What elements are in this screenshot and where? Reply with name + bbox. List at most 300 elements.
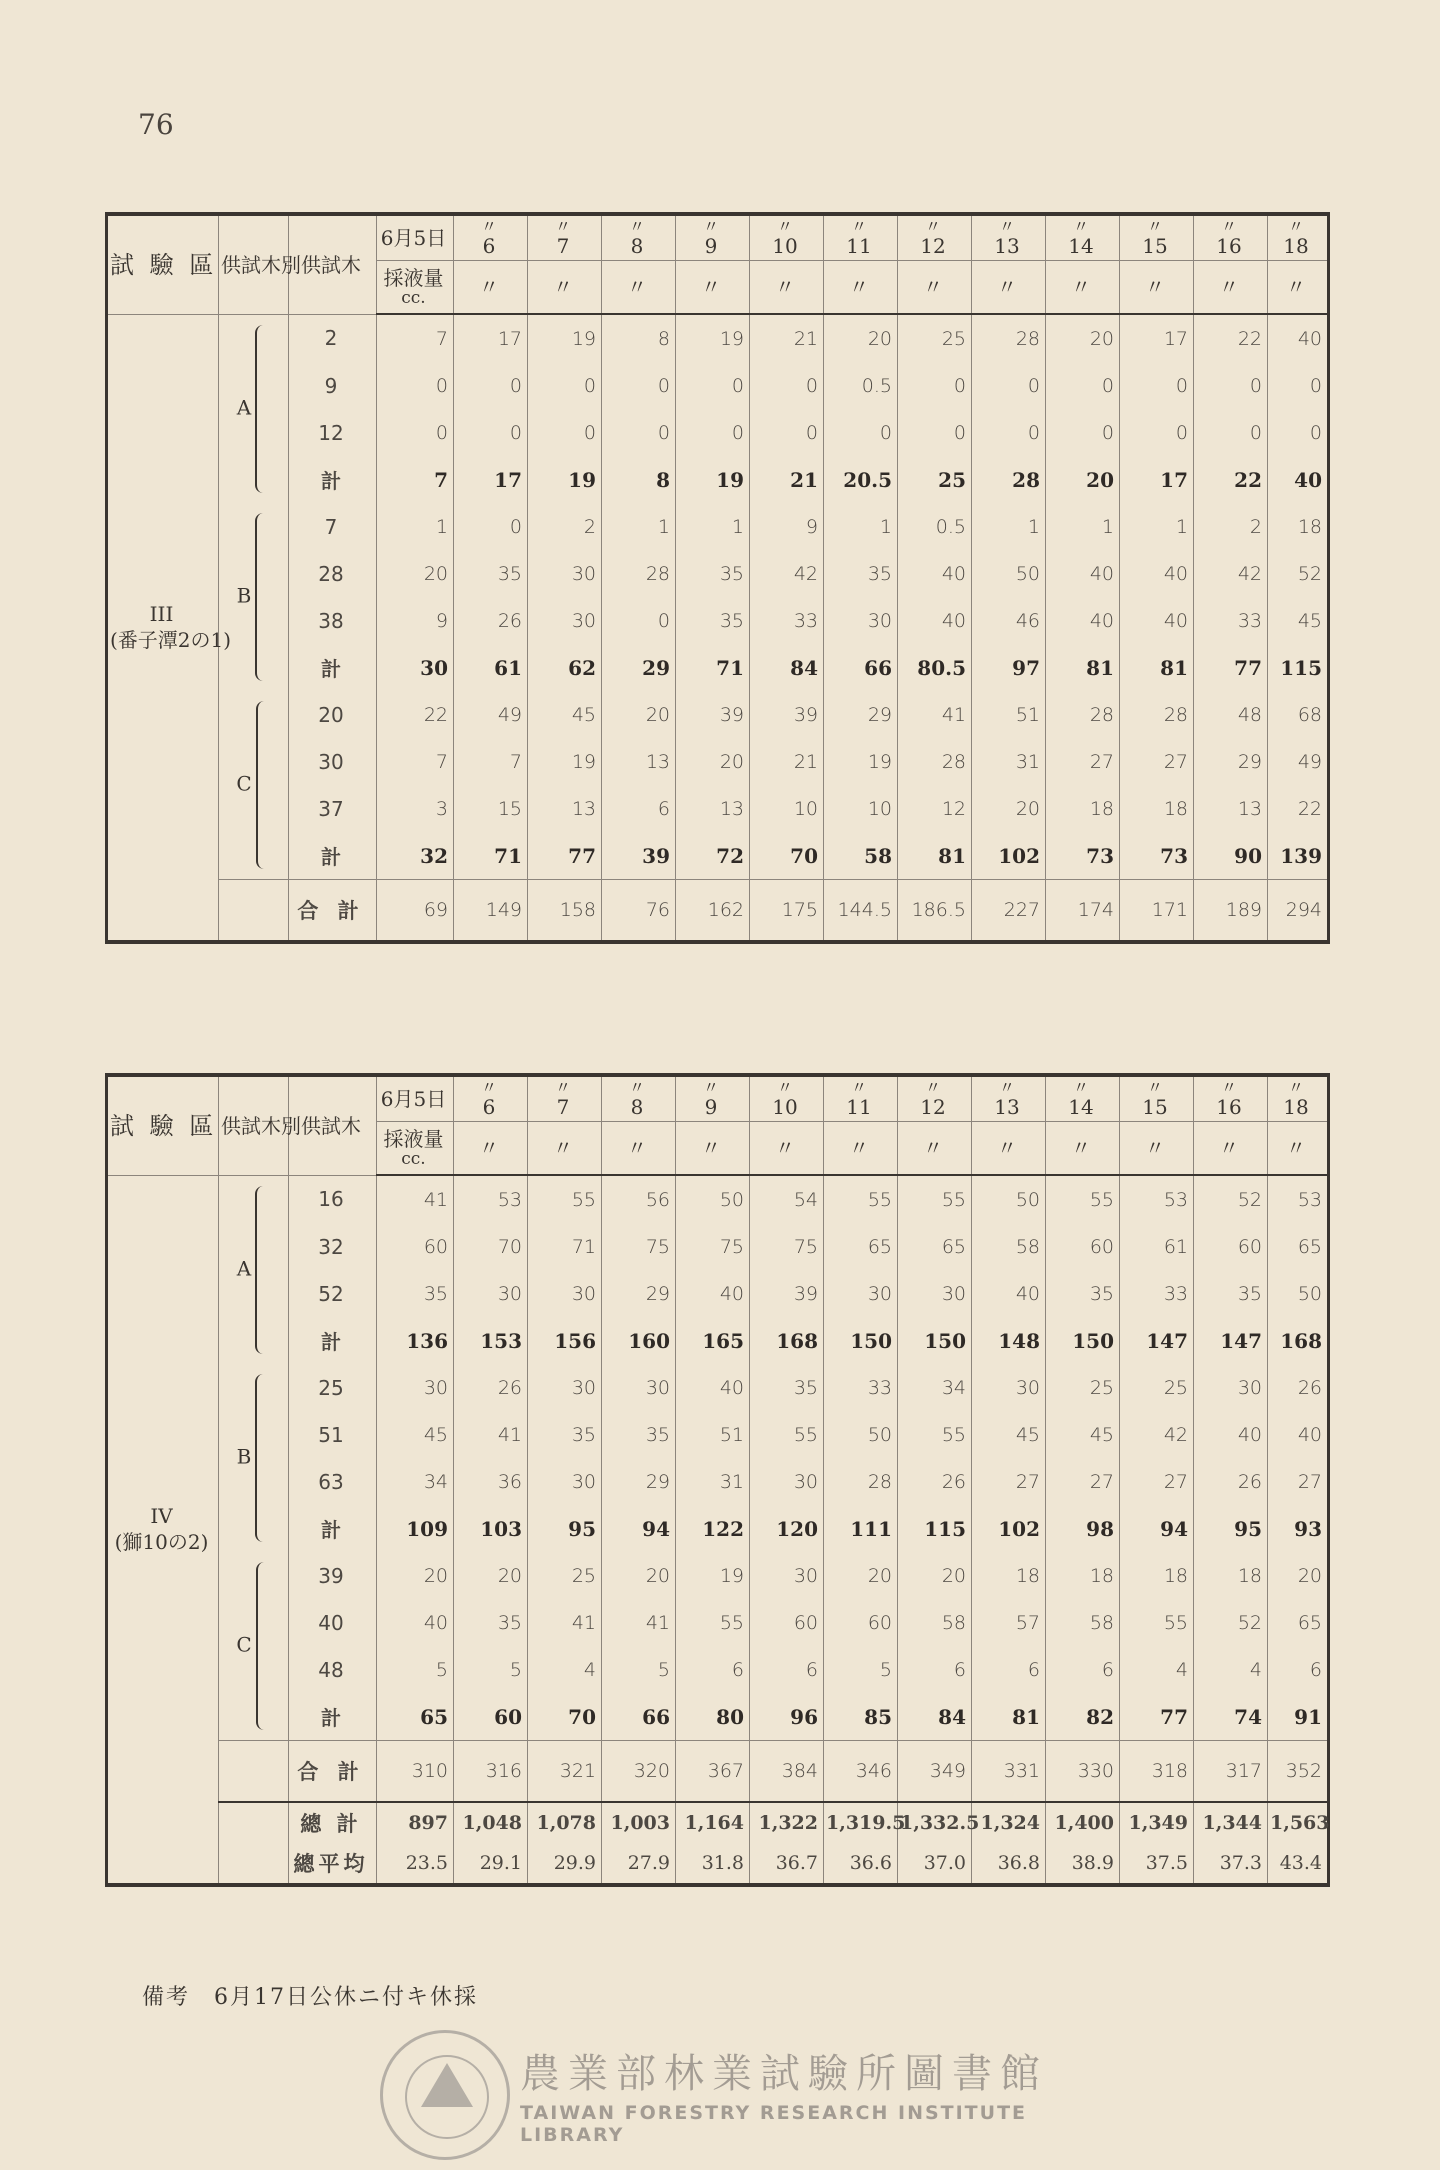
value-cell: 30	[750, 1458, 824, 1505]
value-cell: 26	[898, 1458, 972, 1505]
value-cell: 12	[898, 785, 972, 832]
value-cell: 139	[1268, 832, 1329, 880]
value-cell: 156	[528, 1317, 602, 1364]
ditto-mark: 〃	[1146, 217, 1163, 236]
value-cell: 317	[1194, 1741, 1268, 1803]
value-cell: 71	[528, 1223, 602, 1270]
unit-sub: cc.	[401, 288, 426, 308]
ditto-mark: 〃	[1287, 217, 1304, 236]
sap-yield-table-area-4	[105, 1073, 1330, 1887]
value-cell: 94	[602, 1505, 676, 1552]
value-cell: 27	[1046, 1458, 1120, 1505]
value-cell: 19	[528, 314, 602, 362]
table-row	[107, 1364, 1329, 1411]
date-day: 16	[1216, 1095, 1242, 1119]
total-row	[107, 1741, 1329, 1803]
value-cell: 36	[454, 1458, 528, 1505]
date-day: 15	[1142, 1095, 1168, 1119]
value-cell: 115	[1268, 644, 1329, 691]
value-cell: 60	[1194, 1223, 1268, 1270]
ditto-mark: 〃	[776, 217, 793, 236]
table-row	[107, 409, 1329, 456]
ditto-unit: 〃	[1194, 1122, 1268, 1176]
group-cell	[219, 503, 289, 691]
table-row	[107, 1411, 1329, 1458]
value-cell: 65	[898, 1223, 972, 1270]
value-cell: 55	[676, 1599, 750, 1646]
value-cell: 45	[1268, 597, 1329, 644]
tree-id: 計	[289, 1693, 377, 1741]
sap-yield-table-area-3	[105, 212, 1330, 944]
header-date	[898, 1075, 972, 1122]
value-cell: 6	[1268, 1646, 1329, 1693]
value-cell: 73	[1046, 832, 1120, 880]
ditto-unit: 〃	[676, 261, 750, 315]
value-cell: 19	[528, 456, 602, 503]
value-cell: 28	[972, 456, 1046, 503]
value-cell: 85	[824, 1693, 898, 1741]
ditto-mark: 〃	[554, 1078, 571, 1097]
ditto-unit: 〃	[676, 1122, 750, 1176]
ditto-mark: 〃	[850, 1078, 867, 1097]
value-cell: 55	[1120, 1599, 1194, 1646]
value-cell: 4	[528, 1646, 602, 1693]
value-cell: 95	[1194, 1505, 1268, 1552]
value-cell: 0	[676, 362, 750, 409]
value-cell: 35	[750, 1364, 824, 1411]
value-cell: 7	[377, 314, 454, 362]
value-cell: 34	[898, 1364, 972, 1411]
table-row	[107, 785, 1329, 832]
value-cell: 1	[676, 503, 750, 550]
ditto-mark: 〃	[998, 217, 1015, 236]
value-cell: 115	[898, 1505, 972, 1552]
value-cell: 70	[454, 1223, 528, 1270]
value-cell: 10	[824, 785, 898, 832]
tree-id: 計	[289, 832, 377, 880]
value-cell: 0	[1194, 362, 1268, 409]
value-cell: 30	[824, 597, 898, 644]
header-date	[676, 1075, 750, 1122]
tree-id: 30	[289, 738, 377, 785]
value-cell: 2	[528, 503, 602, 550]
ditto-unit: 〃	[898, 1122, 972, 1176]
value-cell: 189	[1194, 880, 1268, 943]
group-cell	[219, 1364, 289, 1552]
value-cell: 27	[972, 1458, 1046, 1505]
tree-id: 計	[289, 644, 377, 691]
value-cell: 1,400	[1046, 1802, 1120, 1843]
value-cell: 29.9	[528, 1843, 602, 1885]
header-date	[750, 214, 824, 261]
brace-icon	[255, 1186, 267, 1354]
value-cell: 6	[972, 1646, 1046, 1693]
value-cell: 43.4	[1268, 1843, 1329, 1885]
value-cell: 40	[676, 1364, 750, 1411]
date-day: 8	[630, 234, 644, 258]
value-cell: 61	[1120, 1223, 1194, 1270]
table-row	[107, 1458, 1329, 1505]
library-name-zh: 農業部林業試驗所圖書館	[520, 2051, 1048, 2097]
value-cell: 33	[1120, 1270, 1194, 1317]
date-day: 15	[1142, 234, 1168, 258]
ditto-mark: 〃	[1220, 1078, 1237, 1097]
ditto-mark: 〃	[702, 1078, 719, 1097]
value-cell: 17	[454, 456, 528, 503]
value-cell: 20	[824, 314, 898, 362]
ditto-unit: 〃	[1194, 261, 1268, 315]
header-date	[972, 214, 1046, 261]
value-cell: 294	[1268, 880, 1329, 943]
header-date	[1046, 1075, 1120, 1122]
value-cell: 84	[750, 644, 824, 691]
value-cell: 35	[676, 550, 750, 597]
value-cell: 42	[1120, 1411, 1194, 1458]
value-cell: 122	[676, 1505, 750, 1552]
value-cell: 74	[1194, 1693, 1268, 1741]
unit-label: 採液量	[383, 1127, 444, 1151]
value-cell: 1	[824, 503, 898, 550]
value-cell: 23.5	[377, 1843, 454, 1885]
value-cell: 65	[1268, 1599, 1329, 1646]
tree-id: 37	[289, 785, 377, 832]
library-name-en: TAIWAN FORESTRY RESEARCH INSTITUTE LIBRARY	[520, 2102, 1028, 2146]
value-cell: 45	[528, 691, 602, 738]
value-cell: 71	[676, 644, 750, 691]
value-cell: 0	[528, 362, 602, 409]
table-row	[107, 1552, 1329, 1599]
header-date	[676, 214, 750, 261]
ditto-mark: 〃	[1220, 217, 1237, 236]
value-cell: 41	[454, 1411, 528, 1458]
value-cell: 33	[750, 597, 824, 644]
subtotal-row	[107, 644, 1329, 691]
value-cell: 102	[972, 1505, 1046, 1552]
value-cell: 318	[1120, 1741, 1194, 1803]
ditto-mark: 〃	[998, 1078, 1015, 1097]
value-cell: 36.8	[972, 1843, 1046, 1885]
value-cell: 30	[528, 550, 602, 597]
value-cell: 46	[972, 597, 1046, 644]
value-cell: 27	[1268, 1458, 1329, 1505]
ditto-unit: 〃	[824, 261, 898, 315]
value-cell: 7	[377, 456, 454, 503]
table-row	[107, 1270, 1329, 1317]
value-cell: 0	[1046, 362, 1120, 409]
value-cell: 37.5	[1120, 1843, 1194, 1885]
grand-average-row	[107, 1843, 1329, 1885]
ditto-unit: 〃	[1120, 1122, 1194, 1176]
value-cell: 18	[972, 1552, 1046, 1599]
value-cell: 330	[1046, 1741, 1120, 1803]
ditto-unit: 〃	[972, 1122, 1046, 1176]
value-cell: 19	[676, 1552, 750, 1599]
value-cell: 20	[1046, 314, 1120, 362]
value-cell: 174	[1046, 880, 1120, 943]
ditto-unit: 〃	[602, 1122, 676, 1176]
date-day: 9	[704, 1095, 718, 1119]
value-cell: 10	[750, 785, 824, 832]
grand-average-row-label: 總平均	[289, 1843, 377, 1885]
date-day: 10	[772, 234, 798, 258]
group-cell-empty	[219, 1802, 289, 1843]
value-cell: 136	[377, 1317, 454, 1364]
area-sub: (獅10の2)	[114, 1530, 209, 1555]
table-row	[107, 362, 1329, 409]
total-row	[107, 880, 1329, 943]
value-cell: 21	[750, 456, 824, 503]
subtotal-row	[107, 1317, 1329, 1364]
value-cell: 40	[972, 1270, 1046, 1317]
group-label: B	[236, 583, 252, 608]
value-cell: 0	[377, 362, 454, 409]
date-day: 13	[994, 1095, 1020, 1119]
value-cell: 168	[1268, 1317, 1329, 1364]
value-cell: 55	[528, 1175, 602, 1223]
group-cell	[219, 1175, 289, 1364]
value-cell: 98	[1046, 1505, 1120, 1552]
value-cell: 158	[528, 880, 602, 943]
value-cell: 175	[750, 880, 824, 943]
remarks-note: 備考 6月17日公休ニ付キ休採	[142, 1985, 478, 2010]
value-cell: 1,563	[1268, 1802, 1329, 1843]
subtotal-row	[107, 1505, 1329, 1552]
value-cell: 66	[824, 644, 898, 691]
brace-icon	[255, 1374, 267, 1542]
value-cell: 53	[1120, 1175, 1194, 1223]
header-date	[528, 214, 602, 261]
value-cell: 56	[602, 1175, 676, 1223]
value-cell: 35	[377, 1270, 454, 1317]
value-cell: 75	[750, 1223, 824, 1270]
value-cell: 30	[377, 644, 454, 691]
value-cell: 40	[1268, 456, 1329, 503]
table-row	[107, 1599, 1329, 1646]
table-row	[107, 550, 1329, 597]
value-cell: 50	[972, 550, 1046, 597]
value-cell: 26	[1268, 1364, 1329, 1411]
value-cell: 18	[1268, 503, 1329, 550]
value-cell: 120	[750, 1505, 824, 1552]
value-cell: 20	[377, 1552, 454, 1599]
value-cell: 57	[972, 1599, 1046, 1646]
tree-id: 16	[289, 1175, 377, 1223]
ditto-mark: 〃	[1072, 217, 1089, 236]
date-day: 8	[630, 1095, 644, 1119]
ditto-mark: 〃	[924, 1078, 941, 1097]
date-day: 13	[994, 234, 1020, 258]
value-cell: 37.3	[1194, 1843, 1268, 1885]
ditto-unit: 〃	[528, 1122, 602, 1176]
date-day: 18	[1283, 234, 1309, 258]
value-cell: 29.1	[454, 1843, 528, 1885]
value-cell: 54	[750, 1175, 824, 1223]
value-cell: 53	[454, 1175, 528, 1223]
value-cell: 42	[750, 550, 824, 597]
value-cell: 30	[454, 1270, 528, 1317]
ditto-unit: 〃	[750, 261, 824, 315]
value-cell: 41	[898, 691, 972, 738]
value-cell: 22	[1268, 785, 1329, 832]
value-cell: 321	[528, 1741, 602, 1803]
library-watermark	[380, 2030, 1100, 2170]
value-cell: 3	[377, 785, 454, 832]
value-cell: 45	[972, 1411, 1046, 1458]
group-cell	[219, 1552, 289, 1741]
header-date-first: 6月5日	[377, 214, 454, 261]
value-cell: 81	[1120, 644, 1194, 691]
value-cell: 27	[1120, 738, 1194, 785]
value-cell: 55	[898, 1175, 972, 1223]
value-cell: 72	[676, 832, 750, 880]
value-cell: 82	[1046, 1693, 1120, 1741]
value-cell: 13	[528, 785, 602, 832]
value-cell: 49	[1268, 738, 1329, 785]
tree-id: 12	[289, 409, 377, 456]
value-cell: 349	[898, 1741, 972, 1803]
value-cell: 33	[1194, 597, 1268, 644]
value-cell: 20	[1046, 456, 1120, 503]
value-cell: 52	[1268, 550, 1329, 597]
value-cell: 0	[972, 409, 1046, 456]
value-cell: 1	[602, 503, 676, 550]
value-cell: 68	[1268, 691, 1329, 738]
value-cell: 60	[377, 1223, 454, 1270]
value-cell: 0	[454, 503, 528, 550]
value-cell: 31.8	[676, 1843, 750, 1885]
value-cell: 384	[750, 1741, 824, 1803]
subtotal-row	[107, 832, 1329, 880]
subtotal-row	[107, 456, 1329, 503]
area-name: III	[149, 602, 174, 627]
value-cell: 65	[824, 1223, 898, 1270]
area-cell	[107, 1175, 219, 1885]
value-cell: 18	[1046, 785, 1120, 832]
value-cell: 50	[972, 1175, 1046, 1223]
value-cell: 60	[1046, 1223, 1120, 1270]
header-tree: 供試木	[289, 1075, 377, 1175]
ditto-unit: 〃	[1120, 261, 1194, 315]
value-cell: 0.5	[824, 362, 898, 409]
value-cell: 5	[454, 1646, 528, 1693]
value-cell: 65	[377, 1693, 454, 1741]
header-date	[1268, 1075, 1329, 1122]
ditto-unit: 〃	[528, 261, 602, 315]
value-cell: 58	[898, 1599, 972, 1646]
value-cell: 52	[1194, 1599, 1268, 1646]
header-date	[972, 1075, 1046, 1122]
value-cell: 897	[377, 1802, 454, 1843]
value-cell: 310	[377, 1741, 454, 1803]
value-cell: 39	[750, 691, 824, 738]
value-cell: 81	[1046, 644, 1120, 691]
value-cell: 28	[898, 738, 972, 785]
value-cell: 29	[824, 691, 898, 738]
area-cell	[107, 314, 232, 942]
value-cell: 65	[1268, 1223, 1329, 1270]
grand-total-row-label: 總 計	[289, 1802, 377, 1843]
value-cell: 0	[602, 597, 676, 644]
grand-total-row	[107, 1802, 1329, 1843]
value-cell: 29	[602, 1458, 676, 1505]
value-cell: 39	[750, 1270, 824, 1317]
date-day: 7	[556, 1095, 570, 1119]
value-cell: 28	[1046, 691, 1120, 738]
value-cell: 25	[898, 456, 972, 503]
value-cell: 81	[898, 832, 972, 880]
value-cell: 40	[1046, 550, 1120, 597]
value-cell: 70	[750, 832, 824, 880]
value-cell: 2	[1194, 503, 1268, 550]
value-cell: 1,332.5	[898, 1802, 972, 1843]
group-cell	[219, 691, 289, 880]
value-cell: 50	[824, 1411, 898, 1458]
ditto-unit: 〃	[1046, 1122, 1120, 1176]
date-day: 12	[920, 234, 946, 258]
value-cell: 1,319.5	[824, 1802, 898, 1843]
table-row	[107, 1646, 1329, 1693]
value-cell: 60	[824, 1599, 898, 1646]
value-cell: 109	[377, 1505, 454, 1552]
area-name: IV	[150, 1504, 173, 1529]
value-cell: 20	[377, 550, 454, 597]
table-row	[107, 738, 1329, 785]
value-cell: 0	[602, 362, 676, 409]
value-cell: 18	[1120, 1552, 1194, 1599]
header-date	[1194, 1075, 1268, 1122]
value-cell: 4	[1120, 1646, 1194, 1693]
value-cell: 162	[676, 880, 750, 943]
area-sub-text: 番子潭2の1	[117, 628, 224, 653]
value-cell: 9	[377, 597, 454, 644]
value-cell: 40	[1120, 597, 1194, 644]
value-cell: 84	[898, 1693, 972, 1741]
header-date	[454, 214, 528, 261]
header-date	[1268, 214, 1329, 261]
value-cell: 28	[824, 1458, 898, 1505]
value-cell: 19	[676, 314, 750, 362]
value-cell: 168	[750, 1317, 824, 1364]
value-cell: 51	[972, 691, 1046, 738]
value-cell: 90	[1194, 832, 1268, 880]
value-cell: 0	[972, 362, 1046, 409]
value-cell: 70	[528, 1693, 602, 1741]
value-cell: 27	[1046, 738, 1120, 785]
value-cell: 22	[1194, 314, 1268, 362]
value-cell: 7	[377, 738, 454, 785]
value-cell: 227	[972, 880, 1046, 943]
header-date	[528, 1075, 602, 1122]
tree-id: 2	[289, 314, 377, 362]
value-cell: 15	[454, 785, 528, 832]
ditto-mark: 〃	[480, 1078, 497, 1097]
value-cell: 316	[454, 1741, 528, 1803]
value-cell: 30	[528, 1270, 602, 1317]
value-cell: 26	[454, 597, 528, 644]
header-date	[898, 214, 972, 261]
value-cell: 1	[1120, 503, 1194, 550]
value-cell: 0	[528, 409, 602, 456]
value-cell: 25	[528, 1552, 602, 1599]
header-group: 供試木別	[219, 214, 289, 314]
value-cell: 37.0	[898, 1843, 972, 1885]
tree-id: 51	[289, 1411, 377, 1458]
value-cell: 147	[1194, 1317, 1268, 1364]
value-cell: 26	[454, 1364, 528, 1411]
ditto-mark: 〃	[554, 217, 571, 236]
value-cell: 39	[602, 832, 676, 880]
group-cell-empty	[219, 880, 289, 943]
